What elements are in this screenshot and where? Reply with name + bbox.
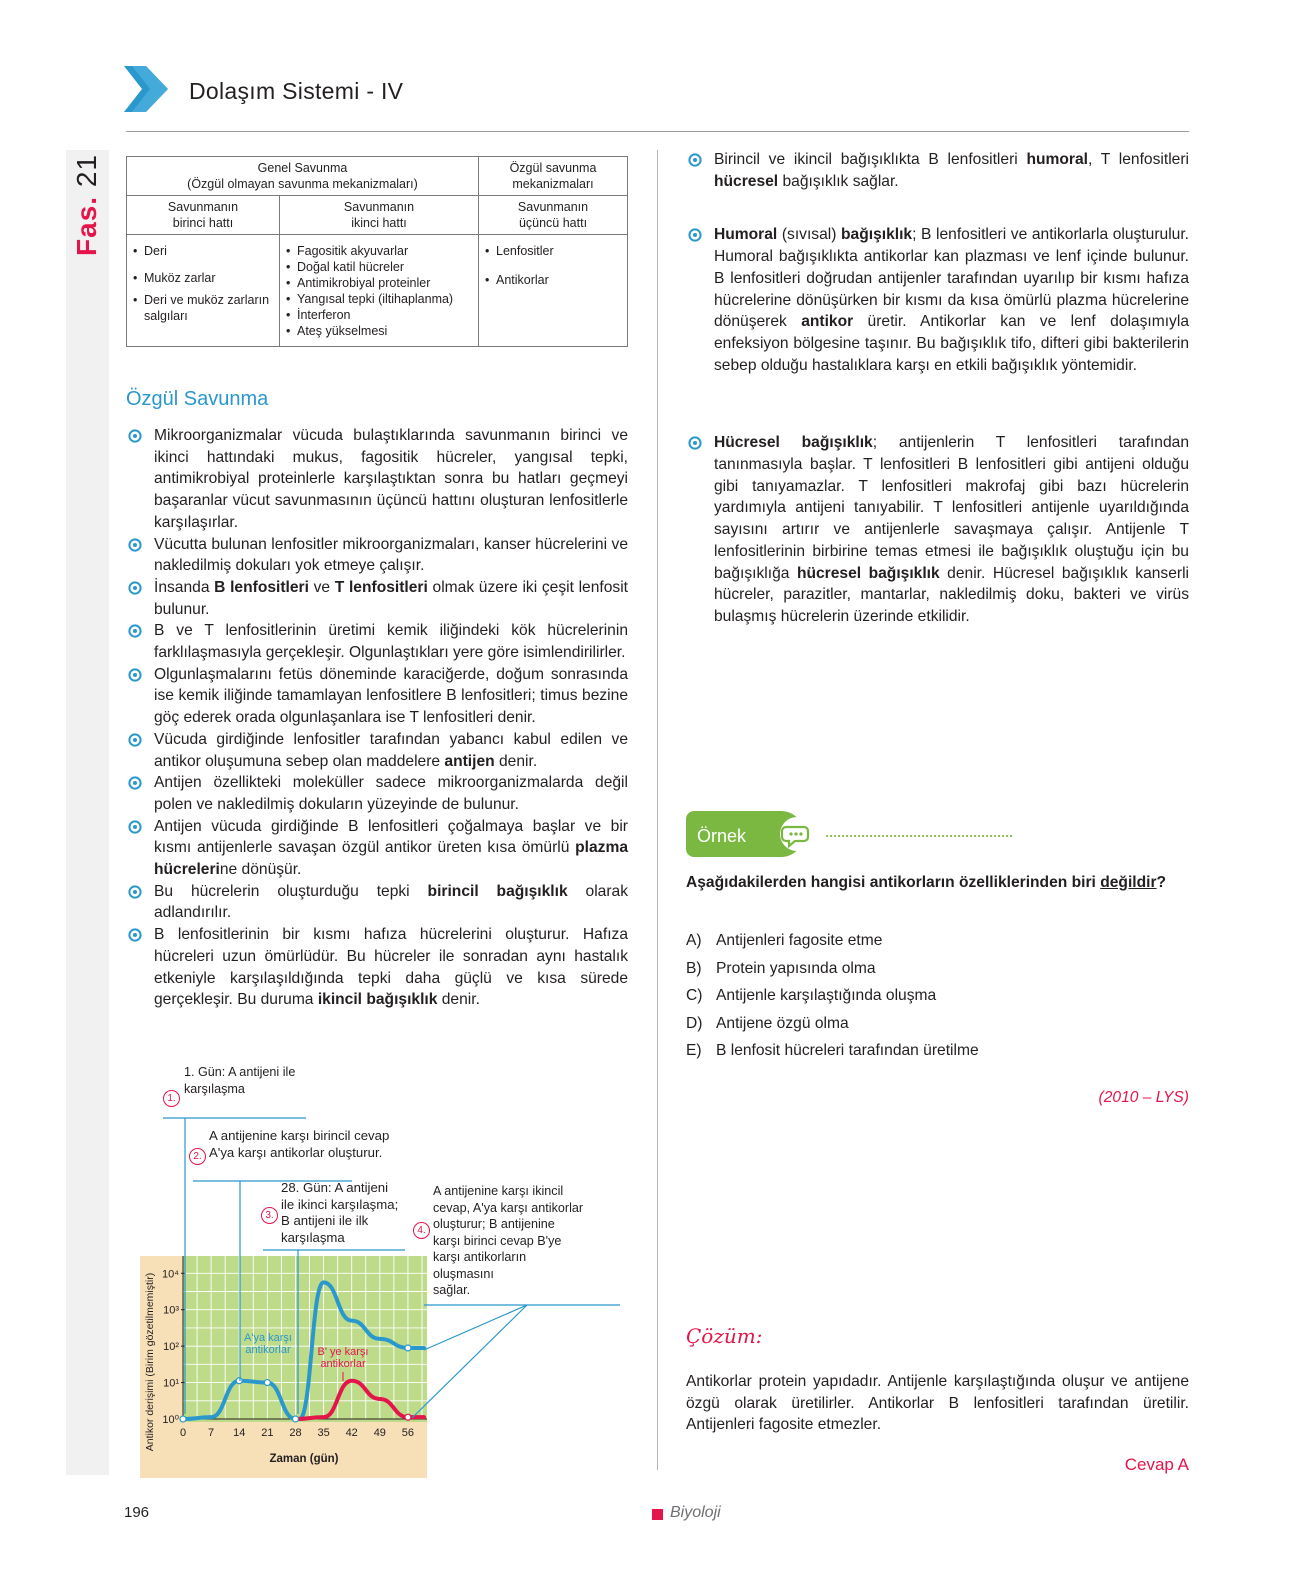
table-item: • Ateş yükselmesi <box>286 323 472 339</box>
answer-option[interactable] <box>686 960 979 988</box>
bullet-text: üretir. Antikorlar kan ve lenf dolaşımıyla enfeksiyon bölgesine taşınır. Bu bağışıklık tifo, difteri gibi bakterilerin sebep olduğu hastalıklara karşı en etkili bağışıklık yöntemidir. <box>714 313 1189 374</box>
example-divider <box>826 835 1012 837</box>
x-tick-label: 49 <box>373 1427 386 1439</box>
question-mark: ? <box>1156 874 1167 891</box>
x-tick-label: 56 <box>401 1427 415 1439</box>
speech-bubble-icon <box>777 815 817 853</box>
y-tick-label: 10² <box>163 1341 179 1354</box>
fasikul-number: 21 <box>71 154 102 188</box>
y-axis-label: Antikor derişimi (Birim gözetilmemiştir) <box>144 1272 156 1452</box>
bold-term: Humoral <box>714 226 778 244</box>
x-tick-label: 21 <box>261 1427 274 1439</box>
bullet-text: Birincil ve ikincil bağışıklıkta B lenfositleri <box>714 151 1027 168</box>
bold-term: hücresel <box>714 172 779 190</box>
page-number: 196 <box>124 1504 150 1521</box>
bold-term: ikincil bağışıklık <box>317 991 438 1009</box>
bullet-item <box>686 432 1189 627</box>
option-letter: E) <box>686 1042 702 1059</box>
annotation-4-line: karşı antikorların <box>433 1250 527 1264</box>
bullet-text: Mikroorganizmalar vücuda bulaştıklarında savunmanın birinci ve ikinci hattındaki mukus, fagositik hücreler, yangısal tepki, antimikrobiyal proteinlerle karşılaştıktan sonra bu hatları geçmeyi başaranlar vücut savunmasının üçüncü hattını oluşturan lenfositlerle karşılaşırlar. <box>154 427 628 531</box>
bullet-text: ve <box>308 578 335 596</box>
chart-marker <box>405 1414 411 1420</box>
bold-term: birincil bağışıklık <box>427 882 568 900</box>
option-letter: B) <box>686 959 702 977</box>
annotation-4-line: sağlar. <box>433 1283 471 1297</box>
bullet-text: Bu hücrelerin oluşturduğu tepki <box>154 882 428 900</box>
question-text <box>686 872 1189 894</box>
x-tick-label: 35 <box>317 1427 330 1439</box>
annotation-4-line: cevap, A'ya karşı antikorlar <box>433 1200 584 1215</box>
option-text: Antijenle karşılaştığında oluşma <box>716 987 937 1004</box>
table-item: • Deri <box>133 243 273 259</box>
table-item: • Antimikrobiyal proteinler <box>286 275 472 291</box>
question-source: (2010 – LYS) <box>1098 1089 1189 1106</box>
step-number-3: 3. <box>261 1207 278 1224</box>
bullet-text: bağışıklık sağlar. <box>778 172 899 190</box>
annotation-3-line: B antijeni ile ilk <box>281 1213 369 1228</box>
second-line-title: Savunmanın <box>343 200 415 214</box>
table-item: • Doğal katil hücreler <box>286 259 472 275</box>
bold-term: T lenfositleri <box>334 578 428 596</box>
bullet-text: olmak üzere iki çeşit lenfosit bulunur. <box>154 578 629 618</box>
bullet-text: (sıvısal) <box>777 226 842 244</box>
annotation-3-line: ile ikinci karşılaşma; <box>281 1196 399 1212</box>
y-tick-label: 10¹ <box>163 1377 179 1390</box>
bold-term: antijen <box>444 752 495 770</box>
answer-option[interactable] <box>686 932 979 960</box>
bullet-icon <box>688 228 702 242</box>
bullet-text: denir. Hücresel bağışıklık kanserli hücreler, parazitler, mantarlar, nakledilmiş doku, bakteri ve virüs bulaşmış hücrelerin üzerinde etkilidir. <box>714 564 1189 625</box>
bullet-text: B lenfositlerinin bir kısmı hafıza hücrelerini oluşturur. Hafıza hücreleri uzun ömürlüdür. Bu hücreler ile sonradan aynı hastalık etkeniyle karşılaşıldığında tepki daha güçlü ve kısa sürede gerçekleşir. Bu duruma <box>154 926 628 1009</box>
answer-text: Cevap A <box>1124 1455 1189 1474</box>
step-number-1: 1. <box>163 1090 180 1107</box>
step-number-4: 4. <box>413 1222 430 1239</box>
answer-option[interactable] <box>686 987 979 1015</box>
solution-title: Çözüm: <box>686 1324 763 1348</box>
bullet-item <box>686 149 1189 192</box>
bullet-text: ; B lenfositleri ve antikorlarla oluşturulur. Humoral bağışıklıkta antikorlar kan plazması ve lenf içinde bulunur. B lenfositleri doğrudan antijenler tarafından uyarılıp bir kısmı hafıza hücrelerine dönüşürken bir kısmı da kısa ömürlü plazma hücrelerine dönüşerek <box>714 226 1189 331</box>
third-line-sub: üçüncü hattı <box>518 216 588 230</box>
option-letter: D) <box>686 1014 703 1032</box>
option-text: Protein yapısında olma <box>716 959 876 977</box>
annotation-2-line: A'ya karşı antikorlar oluşturur. <box>209 1144 383 1160</box>
table-item: • Antikorlar <box>485 272 621 288</box>
series-label: B' ye karşı <box>317 1346 369 1358</box>
x-tick-label: 42 <box>345 1427 358 1439</box>
example-badge-label: Örnek <box>697 826 747 846</box>
question-negation: değildir <box>1100 874 1157 891</box>
subject-marker-icon <box>652 1509 663 1520</box>
general-defense-title: Genel Savunma <box>257 161 348 175</box>
table-item: • Lenfositler <box>485 243 621 259</box>
bold-term: hücresel bağışıklık <box>796 564 940 582</box>
x-tick-label: 0 <box>179 1427 187 1439</box>
option-letter: A) <box>686 932 702 949</box>
series-label: antikorlar <box>320 1358 366 1370</box>
chart-marker <box>292 1416 298 1422</box>
annotation-1-line: 1. Gün: A antijeni ile <box>184 1065 296 1079</box>
bullet-icon <box>688 436 702 450</box>
first-line-title: Savunmanın <box>167 200 239 214</box>
table-item: • Muköz zarlar <box>133 270 273 286</box>
bold-term: humoral <box>1026 151 1088 168</box>
specific-defense-title: Özgül savunma <box>509 161 597 175</box>
leader-line-4-b <box>412 1305 527 1418</box>
solution-text: Antikorlar protein yapıdadır. Antijenle karşılaştığında oluşur ve antijene özgü olarak üretilirler. Antikorlar B lenfositleri tarafından üretilir. Antijenleri fagosite etmezler. <box>686 1373 1189 1434</box>
bullet-item <box>686 224 1189 376</box>
answer-options <box>686 932 979 1070</box>
y-tick-label: 10⁰ <box>162 1414 179 1426</box>
bullet-text: denir. <box>437 991 480 1009</box>
option-text: B lenfosit hücreleri tarafından üretilme <box>716 1042 979 1059</box>
bullet-text: denir. <box>494 752 538 770</box>
bold-term: Hücresel bağışıklık <box>714 434 873 452</box>
third-line-title: Savunmanın <box>517 200 589 214</box>
option-text: Antijenleri fagosite etme <box>716 932 883 949</box>
answer-option[interactable] <box>686 1015 979 1043</box>
series-label: A'ya karşı <box>244 1332 292 1344</box>
annotation-4-line: oluşturur; B antijenine <box>433 1217 555 1231</box>
second-line-sub: ikinci hattı <box>351 216 407 230</box>
section-title: Özgül Savunma <box>126 388 269 410</box>
right-bullet-list <box>686 149 1189 628</box>
bullet-text: Vücuda girdiğinde lenfositler tarafından yabancı kabul edilen ve antikor oluşumuna sebep olan maddelere <box>154 730 628 770</box>
annotation-4-line: karşı birinci cevap B'ye <box>433 1233 562 1248</box>
bullet-text: İnsanda <box>154 578 215 596</box>
table-item: • Yangısal tepki (iltihaplanma) <box>286 291 472 307</box>
annotation-3-line: karşılaşma <box>281 1229 345 1245</box>
annotation-1-line: karşılaşma <box>184 1081 245 1096</box>
bullet-text: ne dönüşür. <box>219 861 302 879</box>
annotation-4-line: A antijenine karşı ikincil <box>433 1184 564 1198</box>
bullet-text: ; antijenlerin T lenfositleri tarafından tanınmasıyla başlar. T lenfositleri B lenfositleri gibi antijeni olduğu gibi tanıyamazlar. T lenfositleri makrofaj gibi bazı hücrelerin yardımıyla antijeni tanıyabilir. T lenfositleri antijenle uyarıldığında sayısını artırır ve antijenlerle savaşmaya çalışır. Antijenle T lenfositlerinin birbirine temas etmesi ile bağışıklık oluştuğu için bu bağışıklığa <box>714 434 1189 582</box>
bullet-text: Olgunlaşmalarını fetüs döneminde karaciğerde, doğum sonrasında ise kemik iliğinde tamamlayan lenfositlere B lenfositleri; timus bezine göç ederek orada olgunlaşanlara ise T lenfositleri denir. <box>154 665 628 727</box>
general-defense-subtitle: (Özgül olmayan savunma mekanizmaları) <box>187 177 418 191</box>
fasikul-label: Fas. <box>71 195 102 256</box>
leader-line-4-a <box>424 1305 527 1350</box>
bullet-text: Antijen özellikteki moleküller sadece mikroorganizmalarda değil polen ve nakledilmiş dokuların yüzeyinde de bulunur. <box>154 774 628 813</box>
option-text: Antijene özgü olma <box>716 1014 849 1032</box>
bold-term: B lenfositleri <box>214 578 309 596</box>
bullet-text: Vücutta bulunan lenfositler mikroorganizmaları, kanser hücrelerini ve nakledilmiş dokuları yok etmeye çalışır. <box>154 535 628 575</box>
bullet-text: olarak adlandırılır. <box>154 882 629 922</box>
table-item: • Fagositik akyuvarlar <box>286 243 472 259</box>
bullet-text: , T lenfositleri <box>1088 151 1189 168</box>
annotation-4-line: oluşmasını <box>433 1266 494 1281</box>
chart-marker <box>405 1345 411 1351</box>
specific-defense-subtitle: mekanizmaları <box>512 177 594 191</box>
question-main: Aşağıdakilerden hangisi antikorların özelliklerinden biri <box>686 874 1101 891</box>
x-tick-label: 14 <box>233 1427 246 1439</box>
step-number-2: 2. <box>189 1148 206 1165</box>
answer-option[interactable] <box>686 1042 979 1070</box>
y-tick-label: 10³ <box>163 1304 179 1317</box>
table-item: • İnterferon <box>286 307 472 323</box>
bullet-icon <box>688 153 702 167</box>
option-letter: C) <box>686 987 703 1004</box>
antibody-chart <box>0 0 660 1480</box>
annotation-2-line: A antijenine karşı birincil cevap <box>209 1128 390 1143</box>
x-tick-label: 28 <box>289 1427 302 1439</box>
x-axis-label: Zaman (gün) <box>269 1453 339 1465</box>
bullet-text: Antijen vücuda girdiğinde B lenfositleri çoğalmaya başlar ve bir kısmı antijenlerle savaşan özgül antikor üreten kısa ömürlü <box>154 817 628 857</box>
bold-term: plazma hücreleri <box>154 839 628 879</box>
chart-marker <box>236 1378 242 1384</box>
annotation-3-line: 28. Gün: A antijeni <box>281 1180 389 1195</box>
bold-term: antikor <box>801 313 854 331</box>
chart-marker <box>264 1380 270 1386</box>
page-title: Dolaşım Sistemi - IV <box>189 78 404 104</box>
y-tick-label: 10⁴ <box>162 1268 179 1281</box>
chart-marker <box>180 1416 186 1422</box>
series-label: antikorlar <box>245 1344 291 1356</box>
first-line-sub: birinci hattı <box>172 216 234 230</box>
bullet-text: B ve T lenfositlerinin üretimi kemik iliğindeki kök hücrelerinin farklılaşmasıyla gerçekleşir. Olgunlaştıkları yere göre isimlendirilirler. <box>154 622 628 662</box>
subject-name: Biyoloji <box>670 1504 721 1521</box>
x-tick-label: 7 <box>208 1427 215 1439</box>
table-item: • Deri ve muköz zarların salgıları <box>133 292 273 324</box>
bold-term: bağışıklık <box>841 226 913 244</box>
